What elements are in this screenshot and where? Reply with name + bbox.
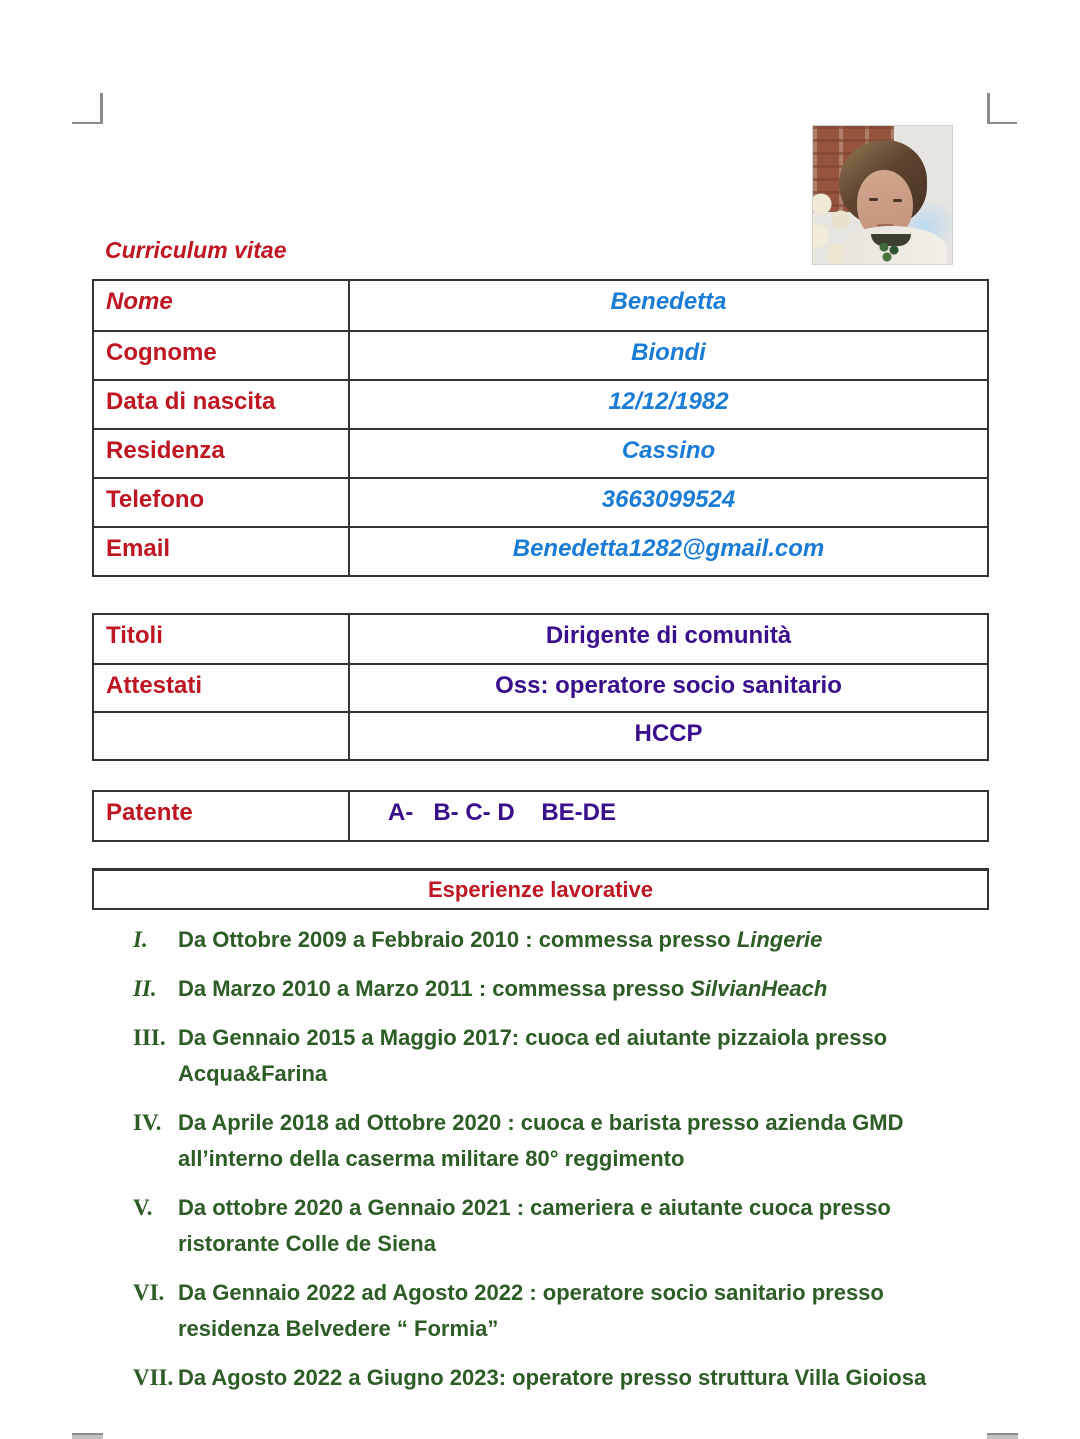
item-numeral: II. bbox=[133, 976, 157, 1001]
table-row-cognome bbox=[94, 330, 987, 379]
table-row-hccp bbox=[94, 711, 987, 759]
row-value: Benedetta bbox=[610, 288, 727, 315]
list-item bbox=[133, 1360, 993, 1396]
list-item bbox=[133, 922, 993, 958]
row-value: A- B- C- D BE-DE bbox=[388, 799, 616, 826]
item-numeral: V. bbox=[133, 1195, 153, 1220]
item-text: Da Marzo 2010 a Marzo 2011 : commessa presso SilvianHeach bbox=[178, 976, 828, 1001]
row-value: Dirigente di comunità bbox=[545, 622, 792, 649]
item-text: Da Gennaio 2022 ad Agosto 2022 : operatore socio sanitario presso residenza Belvedere “ Formia” bbox=[178, 1280, 884, 1341]
photo-eye-right bbox=[893, 199, 902, 202]
profile-photo bbox=[812, 125, 953, 265]
list-item bbox=[133, 1275, 993, 1347]
table-row-telefono bbox=[94, 477, 987, 526]
row-label: Telefono bbox=[94, 479, 350, 526]
item-numeral: VI. bbox=[133, 1280, 165, 1305]
row-value: Cassino bbox=[621, 437, 716, 464]
license-table bbox=[92, 790, 989, 842]
row-label: Titoli bbox=[94, 615, 350, 663]
row-label: Cognome bbox=[94, 332, 350, 379]
item-numeral: IV. bbox=[133, 1110, 162, 1135]
row-value: 12/12/1982 bbox=[608, 388, 729, 415]
row-label: Nome bbox=[94, 281, 350, 330]
page-title: Curriculum vitae bbox=[105, 237, 287, 263]
list-item bbox=[133, 1020, 993, 1092]
row-label: Patente bbox=[94, 792, 350, 840]
experience-list bbox=[133, 922, 993, 1409]
row-value: Biondi bbox=[631, 339, 706, 366]
photo-eye-left bbox=[869, 198, 878, 201]
experience-header-box bbox=[92, 868, 989, 910]
row-label: Residenza bbox=[94, 430, 350, 477]
page-corner-mark-bottom-right bbox=[987, 1433, 1018, 1439]
item-text: Da Ottobre 2009 a Febbraio 2010 : commessa presso Lingerie bbox=[178, 927, 823, 952]
item-text: Da ottobre 2020 a Gennaio 2021 : cameriera e aiutante cuoca presso ristorante Colle de Siena bbox=[178, 1195, 891, 1256]
table-row-residenza bbox=[94, 428, 987, 477]
item-text: Da Aprile 2018 ad Ottobre 2020 : cuoca e barista presso azienda GMD all’interno della caserma militare 80° reggimento bbox=[178, 1110, 904, 1171]
item-text: Da Agosto 2022 a Giugno 2023: operatore presso struttura Villa Gioiosa bbox=[178, 1365, 927, 1390]
row-value: 3663099524 bbox=[601, 486, 736, 513]
table-row-attestati bbox=[94, 663, 987, 711]
table-row-patente bbox=[94, 792, 987, 840]
table-row-data-di-nascita bbox=[94, 379, 987, 428]
list-item bbox=[133, 971, 993, 1007]
row-label bbox=[94, 713, 350, 759]
row-value: Benedetta1282@gmail.com bbox=[512, 535, 825, 562]
item-numeral: III. bbox=[133, 1025, 166, 1050]
experience-header: Esperienze lavorative bbox=[427, 877, 653, 902]
item-text: Da Gennaio 2015 a Maggio 2017: cuoca ed aiutante pizzaiola presso Acqua&Farina bbox=[178, 1025, 888, 1086]
row-label: Data di nascita bbox=[94, 381, 350, 428]
page-corner-mark-bottom-left bbox=[72, 1433, 103, 1439]
photo-necklace bbox=[879, 242, 905, 262]
list-item bbox=[133, 1190, 993, 1262]
qualifications-table bbox=[92, 613, 989, 761]
row-label: Attestati bbox=[94, 665, 350, 711]
personal-info-table bbox=[92, 279, 989, 577]
item-numeral: I. bbox=[133, 927, 148, 952]
item-numeral: VII. bbox=[133, 1365, 174, 1390]
table-row-titoli bbox=[94, 615, 987, 663]
table-row-email bbox=[94, 526, 987, 575]
row-value: Oss: operatore socio sanitario bbox=[495, 672, 842, 699]
list-item bbox=[133, 1105, 993, 1177]
table-row-nome bbox=[94, 281, 987, 330]
page-corner-mark-top-left bbox=[72, 93, 103, 124]
page-corner-mark-top-right bbox=[987, 93, 1017, 124]
row-value: HCCP bbox=[634, 720, 703, 747]
row-label: Email bbox=[94, 528, 350, 575]
